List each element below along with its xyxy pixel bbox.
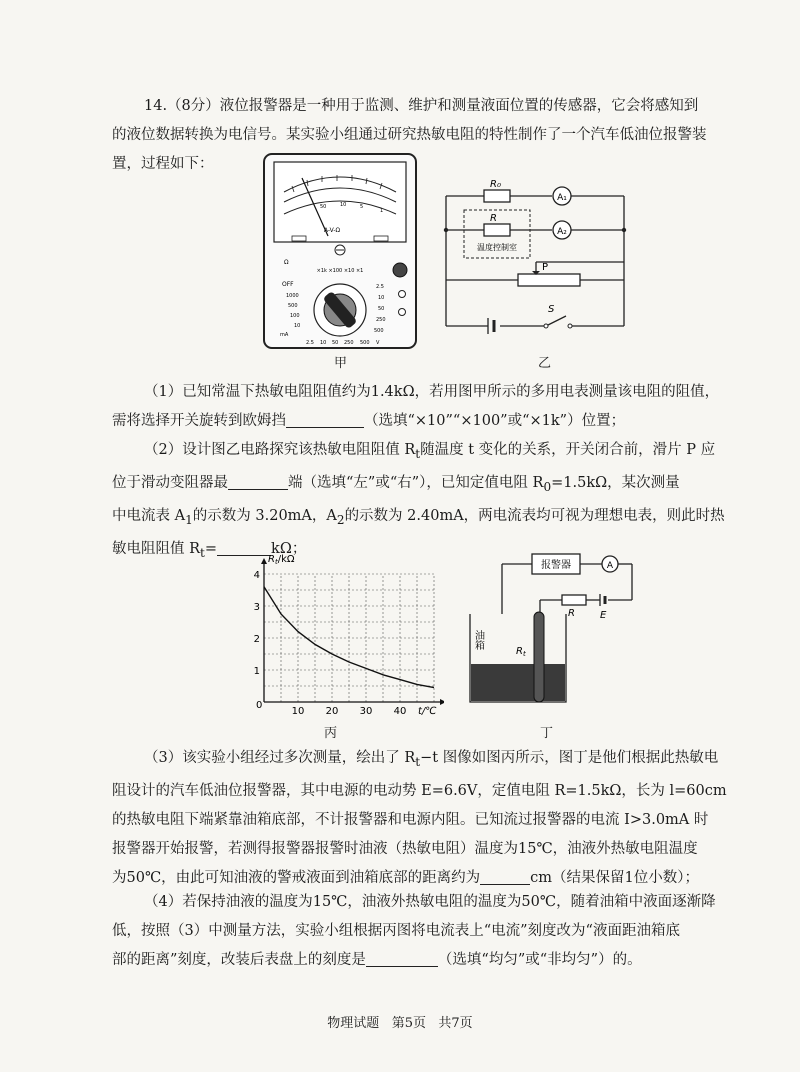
chart-grid bbox=[264, 574, 434, 702]
resistor-r-label: R bbox=[568, 608, 575, 619]
part-2-text: 随温度 t 变化的关系，开关闭合前，滑片 P 应 bbox=[420, 442, 716, 458]
thermistor-rt bbox=[534, 612, 544, 702]
ammeter-label: A bbox=[606, 561, 614, 571]
y-tick-label: 2 bbox=[253, 634, 260, 645]
subscript: t bbox=[200, 545, 205, 560]
part-4-text: （4）若保持油液的温度为15℃，油液外热敏电阻的温度为50℃，随着油箱中液面逐渐降 bbox=[144, 894, 716, 910]
caption-ding: 丁 bbox=[540, 726, 554, 741]
left-tick: 100 bbox=[290, 313, 300, 319]
ohm-adjust-knob[interactable] bbox=[393, 263, 407, 277]
meter-scale-num: 10 bbox=[340, 202, 347, 208]
part-3-text: cm（结果保留1位小数）； bbox=[530, 869, 700, 886]
rt-label: R bbox=[490, 213, 497, 224]
part-2-text: （2）设计图乙电路探究该热敏电阻阻值 R bbox=[144, 442, 416, 458]
chart-xlabel: t/℃ bbox=[418, 706, 437, 717]
caption-jia: 甲 bbox=[334, 356, 348, 371]
part-4 bbox=[112, 888, 716, 975]
part-2-text: 的示数为 3.20mA，A bbox=[192, 507, 337, 524]
emf-e-label: E bbox=[600, 610, 607, 621]
footer-page: 第5页 bbox=[391, 1016, 426, 1031]
tank-label: 油箱 bbox=[472, 630, 484, 650]
probe-jack[interactable] bbox=[399, 309, 406, 316]
oil-liquid bbox=[471, 664, 565, 701]
right-tick: 50 bbox=[378, 306, 385, 312]
bottom-tick: 500 bbox=[360, 340, 370, 346]
temp-chamber-label: 温度控制室 bbox=[477, 243, 517, 252]
switch-s-label: S bbox=[548, 304, 555, 315]
y-axis-arrow bbox=[261, 558, 267, 564]
right-tick: 2.5 bbox=[376, 284, 384, 290]
x-axis-arrow bbox=[440, 699, 444, 705]
ammeter-a2-label: A₂ bbox=[557, 227, 567, 237]
x-tick-label: 20 bbox=[325, 706, 339, 717]
part-1 bbox=[112, 378, 720, 436]
left-tick: 10 bbox=[294, 323, 301, 329]
x-tick-label: 30 bbox=[359, 706, 373, 717]
subscript: t bbox=[415, 754, 421, 769]
chart-origin: 0 bbox=[256, 700, 263, 711]
part-3-text: 为50℃，由此可知油液的警戒液面到油箱底部的距离约为 bbox=[112, 869, 481, 886]
right-tick: 500 bbox=[374, 328, 384, 334]
part-2-text: 位于滑动变阻器最 bbox=[112, 474, 228, 491]
part-2-text: 敏电阻阻值 R bbox=[112, 540, 201, 557]
ohm-scale-label: Ω bbox=[284, 259, 289, 266]
alarm-label: 报警器 bbox=[541, 560, 571, 571]
answer-blank-2[interactable] bbox=[228, 473, 288, 490]
rt-label: $R_t$ bbox=[516, 646, 526, 658]
figure-bing-chart bbox=[244, 552, 444, 720]
r0-label: R₀ bbox=[490, 179, 501, 190]
left-tick: 500 bbox=[288, 303, 298, 309]
part-3-text: 报警器开始报警，若测得报警器报警时油液（热敏电阻）温度为15℃，油液外热敏电阻温度 bbox=[112, 840, 698, 857]
subscript: 2 bbox=[336, 512, 345, 527]
answer-blank-1[interactable] bbox=[286, 411, 364, 428]
bottom-tick: 50 bbox=[332, 340, 339, 346]
intro-line: 置，过程如下： bbox=[112, 156, 214, 172]
y-tick-label: 3 bbox=[253, 602, 260, 613]
caption-bing: 丙 bbox=[324, 726, 338, 741]
y-tick-label: 1 bbox=[253, 666, 260, 677]
answer-blank-5[interactable] bbox=[366, 950, 438, 967]
ammeter-a1-label: A₁ bbox=[557, 193, 567, 203]
figure-ding-alarm bbox=[466, 546, 642, 714]
answer-blank-4[interactable] bbox=[480, 868, 530, 885]
part-2-text: 的示数为 2.40mA，两电流表均可视为理想电表，则此时热 bbox=[344, 507, 725, 524]
intro-line: 14.（8分）液位报警器是一种用于监测、维护和测量液面位置的传感器，它会将感知到 bbox=[144, 98, 699, 114]
part-2-text: 中电流表 A bbox=[112, 507, 186, 524]
part-4-text: 部的距离”刻度，改装后表盘上的刻度是 bbox=[112, 952, 366, 968]
probe-jack[interactable] bbox=[399, 291, 406, 298]
meter-mode-label: A-V-Ω bbox=[323, 227, 341, 234]
subscript: 0 bbox=[543, 479, 552, 494]
part-3-text: （3）该实验小组经过多次测量，绘出了 R bbox=[144, 750, 416, 766]
subscript: t bbox=[415, 446, 421, 461]
left-tick: 1000 bbox=[286, 293, 299, 299]
part-1-text: 需将选择开关旋转到欧姆挡 bbox=[112, 413, 286, 429]
subscript: 1 bbox=[185, 512, 193, 527]
figure-jia-multimeter bbox=[262, 152, 418, 350]
bottom-tick: 250 bbox=[344, 340, 354, 346]
part-1-line: （1）已知常温下热敏电阻阻值约为1.4kΩ，若用图甲所示的多用电表测量该电阻的阻值， bbox=[144, 384, 720, 400]
footer-total: 共7页 bbox=[438, 1016, 473, 1031]
meter-scale-num: 1 bbox=[380, 208, 384, 214]
part-1-text: （选填“×10”“×100”或“×1k”）位置； bbox=[364, 413, 626, 429]
chart-ylabel: $R_t/k\Omega$ bbox=[268, 554, 295, 566]
part-2-text: =1.5kΩ，某次测量 bbox=[551, 474, 680, 491]
part-3-text: 阻设计的汽车低油位报警器，其中电源的电动势 E=6.6V，定值电阻 R=1.5kΩ，长为 l=60cm bbox=[112, 782, 727, 799]
x-tick-label: 10 bbox=[291, 706, 305, 717]
part-2-text: 端（选填“左”或“右”），已知定值电阻 R bbox=[288, 474, 544, 491]
part-3 bbox=[112, 744, 727, 893]
multiplier-label: ×1k ×100 ×10 ×1 bbox=[316, 268, 364, 274]
part-3-text: 的热敏电阻下端紧靠油箱底部，不计报警器和电源内阻。已知流过报警器的电流 I>3.0mA 时 bbox=[112, 811, 709, 828]
slider-p-label: P bbox=[542, 262, 549, 273]
x-tick-label: 40 bbox=[393, 706, 407, 717]
right-tick: 10 bbox=[378, 295, 385, 301]
figure-yi-circuit bbox=[438, 176, 638, 344]
intro-line: 的液位数据转换为电信号。某实验小组通过研究热敏电阻的特性制作了一个汽车低油位报警装 bbox=[112, 127, 707, 143]
bottom-tick: 2.5 bbox=[306, 340, 314, 346]
y-tick-label: 4 bbox=[253, 570, 260, 581]
part-2-text: = bbox=[204, 540, 218, 557]
right-tick: 250 bbox=[376, 317, 386, 323]
part-4-text: （选填“均匀”或“非均匀”）的。 bbox=[437, 952, 642, 968]
off-label: OFF bbox=[282, 281, 294, 288]
chart-axes bbox=[261, 558, 444, 705]
caption-yi: 乙 bbox=[538, 356, 552, 371]
page-footer bbox=[0, 1012, 800, 1031]
chart-ticks bbox=[254, 570, 407, 717]
part-3-text: −t 图像如图丙所示，图丁是他们根据此热敏电 bbox=[420, 750, 719, 766]
ma-unit: mA bbox=[280, 332, 289, 338]
meter-scale-num: 50 bbox=[320, 204, 327, 210]
v-unit: V bbox=[376, 340, 380, 346]
bottom-tick: 10 bbox=[320, 340, 327, 346]
part-2-text: kΩ； bbox=[271, 540, 307, 557]
meter-scale-num: 5 bbox=[360, 204, 364, 210]
part-4-text: 低，按照（3）中测量方法，实验小组根据丙图将电流表上“电流”刻度改为“液面距油箱底 bbox=[112, 923, 680, 939]
footer-subject: 物理试题 bbox=[327, 1016, 380, 1031]
